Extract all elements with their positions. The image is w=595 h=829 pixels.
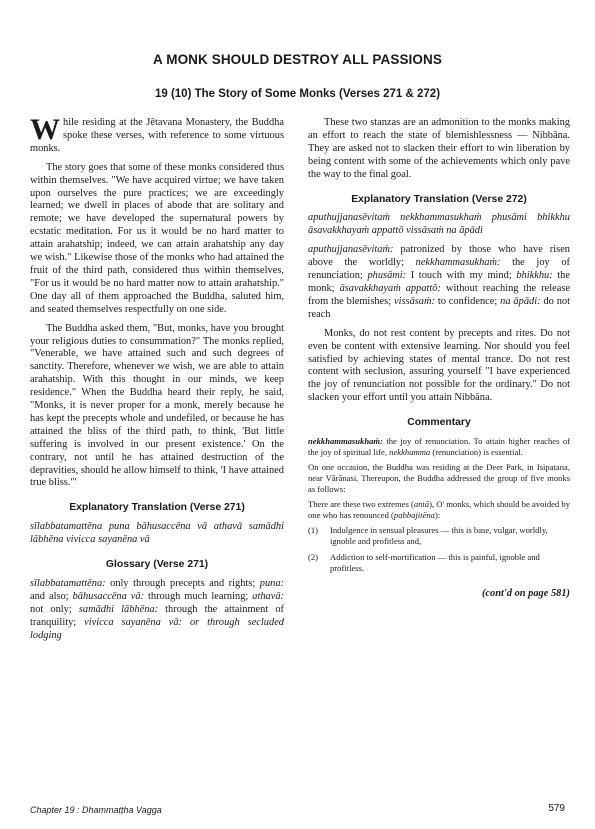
glossary-def: without reaching the release from the blemishes; bbox=[308, 282, 570, 307]
story-paragraph-2: The Buddha asked them, "But, monks, have you brought your religious duties to consummation?" The monks replied, "Venerable, we have attained such and such degrees of sanctity. Therefore, whenever we wish, we are able to attain arahatship. With this thought in our minds, we keep residence." When the Buddha heard their reply, he said, "Monks, it is never proper for a monk, merely because he has kept the precepts whole and undefiled, or because he has attained the bliss of the third path, to think, 'But little suffering is involved in our present existence.' On the contrary, not until he has attained destruction of the depravities, should he allow himself to think, 'I have attained true bliss.'" bbox=[30, 322, 284, 489]
commentary-term: nekkhammasukhaṁ: bbox=[308, 436, 383, 447]
continued-note: (cont'd on page 581) bbox=[481, 588, 570, 600]
explanatory-translation-272-heading: Explanatory Translation (Verse 272) bbox=[351, 193, 527, 205]
admonition-paragraph: These two stanzas are an admonition to the monks making an effort to reach the state of blemishlessness — Nibbāna. They are asked not to slacken their effort to win liberation by being content with some of the achievements which only pave the way to the final goal. bbox=[308, 117, 570, 180]
glossary-term: puna: bbox=[259, 578, 284, 589]
glossary-def: only through precepts and rights; bbox=[105, 578, 260, 589]
commentary-text: the joy of renunciation. To attain higher reaches of the joy of spiritual life, bbox=[308, 436, 570, 458]
verse-272-pali: aputhujjanasēvitaṁ nekkhammasukhaṁ phusāmi bhikkhu āsavakkhayaṁ appattō vissāsaṁ na āpādi bbox=[308, 212, 570, 237]
glossary-term: aputhujjanasēvitaṁ: bbox=[308, 244, 394, 256]
glossary-def: do not reach bbox=[308, 295, 570, 320]
glossary-271 bbox=[30, 578, 284, 643]
explanatory-translation-271-heading: Explanatory Translation (Verse 271) bbox=[69, 502, 245, 514]
footer-chapter: Chapter 19 : Dhammaṭṭha Vagga bbox=[30, 805, 162, 815]
glossary-term: vissāsaṁ: bbox=[393, 295, 435, 307]
glossary-term: vivicca sayanēna vā: bbox=[84, 616, 182, 628]
left-column bbox=[30, 113, 284, 649]
commentary-body bbox=[308, 436, 570, 574]
right-column bbox=[308, 117, 570, 601]
commentary-heading: Commentary bbox=[407, 417, 471, 429]
glossary-271-heading: Glossary (Verse 271) bbox=[105, 559, 209, 571]
glossary-def: and also; bbox=[30, 590, 73, 602]
list-item bbox=[308, 552, 570, 574]
glossary-term: athavā: bbox=[252, 590, 284, 602]
list-text: Indulgence in sensual pleasures — this is base, vulgar, worldly, ignoble and profitless and, bbox=[330, 525, 548, 547]
page-title: A MONK SHOULD DESTROY ALL PASSIONS bbox=[153, 52, 442, 67]
glossary-def: the joy of renunciation; bbox=[308, 257, 570, 282]
drop-cap: W bbox=[30, 113, 60, 146]
story-paragraph-1: The story goes that some of these monks considered thus within themselves. "We have acquired virtue; we have taken upon ourselves the pure practices; we are exceedingly learned; we dwell in places of abode that are solitary and remote; we have developed the supernatural powers by ecstatic meditation. For us it would be no hard matter to attain arahatship; indeed, we can attain arahatship any day we wish." Likewise those of the monks who had attained the fruit of the third path, considered thus within themselves, "For us it would be no hard matter now to attain arahatship." One day all of them approached the Buddha, saluted him, and seated themselves respectfully on one side. bbox=[30, 161, 284, 315]
glossary-def: or through secluded lodging bbox=[30, 616, 284, 641]
commentary-text: (renunciation) is essential. bbox=[430, 447, 523, 458]
list-number: (1) bbox=[308, 525, 319, 536]
glossary-term: bhikkhu: bbox=[516, 270, 553, 282]
intro-paragraph bbox=[30, 113, 284, 156]
page-number: 579 bbox=[548, 803, 565, 814]
glossary-term: na āpādi: bbox=[500, 295, 541, 307]
glossary-term: āsavakkhayaṁ appattō: bbox=[339, 282, 441, 294]
list-item bbox=[308, 525, 570, 547]
glossary-def: not only; bbox=[30, 603, 79, 615]
glossary-272 bbox=[308, 244, 570, 321]
exhortation-paragraph: Monks, do not rest content by precepts and rites. Do not even be content with extensive learning. Nor should you feel satisfied by achieving states of mental trance. Do not rest content with seclusion, assuring yourself "I have experienced the joy of renunciation not possible for the ordinary." Do not slacken your effort until you attain Nibbāna. bbox=[308, 327, 570, 404]
commentary-term: nekkhamma bbox=[389, 447, 431, 458]
list-number: (2) bbox=[308, 552, 319, 563]
commentary-paragraph-2: On one occasion, the Buddha was residing at the Deer Park, in Isipatana, near Vārānasi. Thereupon, the Buddha addressed the group of five monks as follows: bbox=[308, 462, 570, 495]
glossary-def: through the attainment of tranquility; bbox=[30, 603, 284, 628]
glossary-term: bāhusaccēna vā: bbox=[72, 590, 145, 602]
commentary-text: ), O' monks, which should be avoided by one who has renounced ( bbox=[308, 499, 570, 521]
glossary-term: phusāmi: bbox=[367, 270, 407, 282]
commentary-text: There are these two extremes ( bbox=[308, 499, 414, 510]
glossary-term: samādhi lābhēna: bbox=[78, 603, 159, 615]
glossary-def: patronized by those who have risen above the worldly; bbox=[308, 244, 570, 269]
glossary-def: I touch with my mind; bbox=[406, 270, 517, 282]
story-subtitle: 19 (10) The Story of Some Monks (Verses 271 & 272) bbox=[154, 88, 441, 100]
list-text: Addiction to self-mortification — this is painful, ignoble and profitless. bbox=[330, 552, 540, 574]
glossary-term: sīlabbatamattēna: bbox=[30, 578, 106, 589]
intro-text: hile residing at the Jētavana Monastery, the Buddha spoke these verses, with reference to some virtuous monks. bbox=[30, 117, 284, 154]
glossary-def: through much learning; bbox=[144, 590, 253, 602]
verse-271-pali: sīlabbatamattēna puna bāhusaccēna vā athavā samādhi lābhēna vivicca sayanēna vā bbox=[30, 521, 284, 546]
commentary-term: pabbajitēna bbox=[393, 510, 435, 521]
glossary-term: nekkhammasukhaṁ: bbox=[415, 257, 501, 269]
commentary-paragraph-1 bbox=[308, 436, 570, 458]
commentary-term: antā bbox=[413, 499, 430, 510]
commentary-text: ): bbox=[434, 510, 441, 521]
glossary-def: the monk; bbox=[308, 270, 570, 294]
commentary-paragraph-3 bbox=[308, 499, 570, 521]
glossary-def: to confidence; bbox=[434, 295, 501, 307]
